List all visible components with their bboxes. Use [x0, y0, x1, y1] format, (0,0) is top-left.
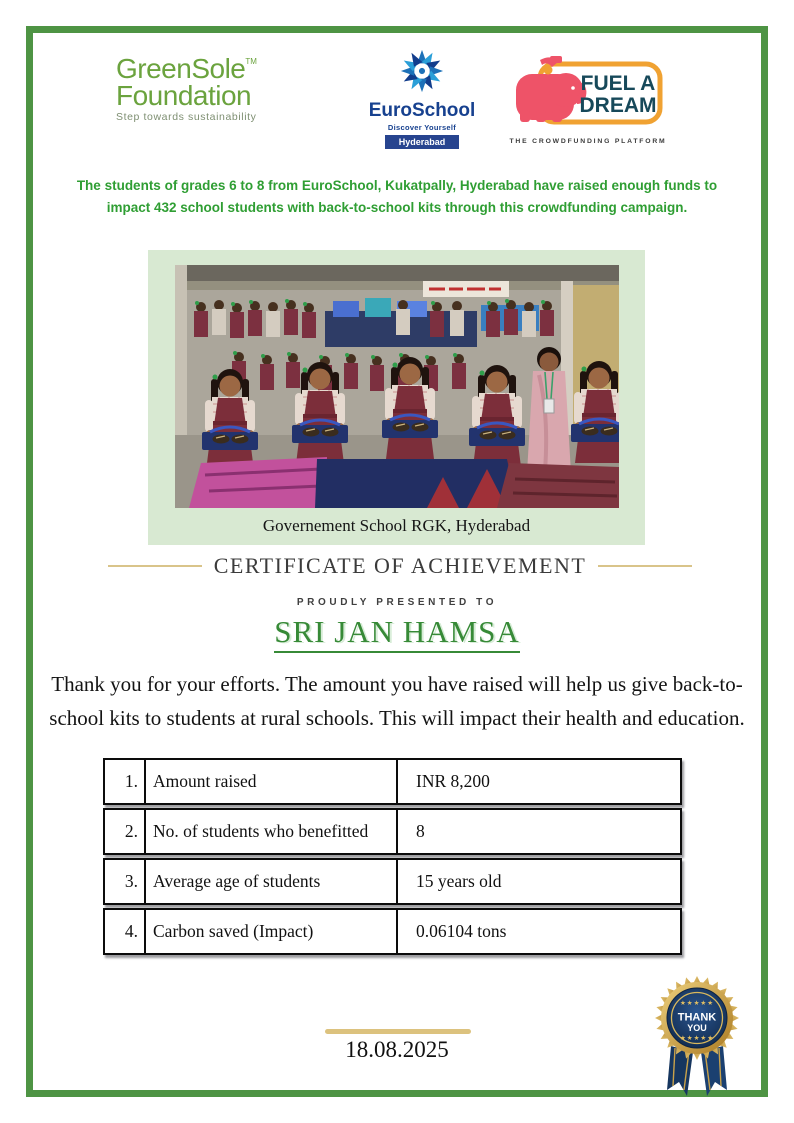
row-value: 8 — [416, 821, 425, 841]
euroschool-name: EuroSchool — [368, 100, 476, 121]
row-number: 3. — [105, 860, 146, 903]
certificate-title: CERTIFICATE OF ACHIEVEMENT — [213, 553, 587, 578]
gold-rule-right — [598, 565, 692, 567]
row-label: Average age of students — [146, 860, 398, 903]
badge-stars-top: ★★★★★ — [679, 1000, 715, 1007]
recipient-name — [0, 614, 794, 650]
recipient-name-text: SRI JAN HAMSA — [274, 614, 520, 653]
row-value: 15 years old — [416, 871, 502, 891]
row-number: 4. — [105, 910, 146, 953]
photo-card — [148, 250, 645, 545]
date: 18.08.2025 — [345, 1037, 449, 1062]
table-row — [103, 808, 682, 855]
thank-you-rosette-icon — [647, 960, 747, 1100]
row-number: 1. — [105, 760, 146, 803]
logo-row — [90, 48, 704, 148]
euroschool-logo — [362, 48, 482, 150]
photo-caption: Governement School RGK, Hyderabad — [262, 516, 531, 535]
badge-text-line2: YOU — [687, 1023, 707, 1033]
greensole-name2: Foundation — [116, 79, 252, 111]
greensole-tagline: Step towards sustainability — [116, 111, 257, 124]
presented-label: PROUDLY PRESENTED TO — [296, 597, 498, 608]
row-label: Carbon saved (Impact) — [146, 910, 398, 953]
table-row — [103, 858, 682, 905]
euroschool-city: Hyderabad — [385, 135, 460, 149]
thank-you-badge — [647, 960, 747, 1100]
school-photo — [175, 265, 619, 508]
badge-stars-bottom: ★★★★★ — [679, 1035, 715, 1042]
stats-table — [103, 758, 682, 958]
certificate-title-row — [108, 554, 692, 578]
fuel-a-dream-name-line2: DREAM — [579, 94, 657, 117]
row-number: 2. — [105, 810, 146, 853]
date-gold-rule — [325, 1029, 471, 1034]
euroschool-tagline: Discover Yourself — [387, 123, 457, 132]
greensole-foundation-logo — [116, 53, 286, 124]
intro-line-1: The students of grades 6 to 8 from EuroSchool, Kukatpally, Hyderabad have raised enough funds to — [76, 178, 718, 193]
fuel-a-dream-elephant-icon — [510, 52, 666, 132]
table-row — [103, 758, 682, 805]
euroschool-starburst-icon — [399, 48, 445, 94]
fuel-a-dream-name-line1: FUEL A — [580, 72, 656, 95]
intro-text — [40, 175, 754, 219]
trademark-symbol: TM — [245, 57, 257, 66]
row-label: Amount raised — [146, 760, 398, 803]
badge-text-line1: THANK — [677, 1011, 717, 1024]
table-row — [103, 908, 682, 955]
message-line-1: Thank you for your efforts. The amount you have raised will help us give back-to- — [51, 672, 743, 696]
fuel-a-dream-tagline: THE CROWDFUNDING PLATFORM — [509, 138, 667, 145]
greensole-name: GreenSole™ — [116, 53, 257, 84]
fuel-a-dream-logo — [508, 52, 668, 145]
row-label: No. of students who benefitted — [146, 810, 398, 853]
gold-rule-left — [108, 565, 202, 567]
message-line-2: school kits to students at rural schools. This will impact their health and education. — [49, 705, 745, 730]
row-value: INR 8,200 — [416, 771, 490, 791]
intro-line-2: impact 432 school students with back-to-school kits through this crowdfunding campaign. — [106, 199, 688, 215]
thank-you-message — [28, 668, 766, 735]
row-value: 0.06104 tons — [416, 921, 507, 941]
